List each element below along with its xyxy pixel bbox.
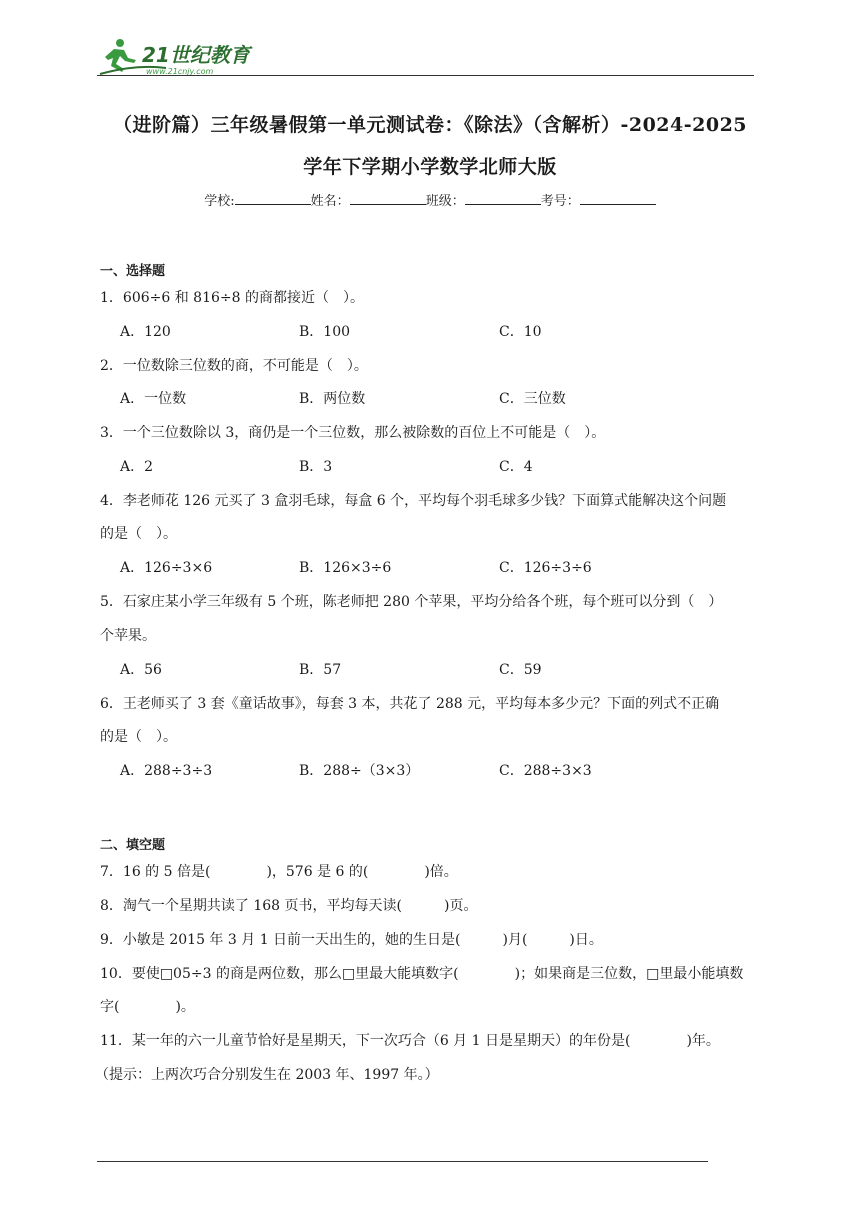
q5-option-a[interactable]: A．56 [120,662,162,678]
class-blank[interactable] [465,192,541,205]
logo-url: www.21cnjy.com [146,67,214,76]
q2-option-a[interactable]: A．一位数 [120,391,187,407]
q5-option-c[interactable]: C．59 [499,662,542,678]
question-4: 4．李老师花 126 元买了 3 盒羽毛球，每盒 6 个，平均每个羽毛球多少钱？下面算式能解决这个问题 [100,493,727,509]
student-info [0,190,860,209]
question-11: 11．某一年的六一儿童节恰好是星期天，下一次巧合（6 月 1 日是星期天）的年份是( )年。 [100,1033,720,1049]
q1-option-a[interactable]: A．120 [120,324,171,340]
page-title-line2: 学年下学期小学数学北师大版 [303,156,557,178]
class-label: 班级： [425,194,465,209]
q3-option-c[interactable]: C．4 [499,459,533,475]
question-6: 6．王老师买了 3 套《童话故事》，每套 3 本，共花了 288 元，平均每本多少元？下面的列式不正确 [100,696,720,712]
logo-text: 21世纪教育 [142,43,250,67]
name-blank[interactable] [350,192,426,205]
question-6-cont: 的是（ ）。 [100,729,177,745]
q4-option-c[interactable]: C．126÷3÷6 [499,560,592,576]
q3-option-a[interactable]: A．2 [120,459,154,475]
question-4-cont: 的是（ ）。 [100,526,177,542]
question-1: 1．606÷6 和 816÷8 的商都接近（ ）。 [100,290,364,306]
q4-option-a[interactable]: A．126÷3×6 [120,560,213,576]
footer-divider [97,1161,708,1162]
exam-no-blank[interactable] [580,192,656,205]
section-heading-choice: 一、选择题 [100,264,166,279]
q1-option-c[interactable]: C．10 [499,324,542,340]
q3-option-b[interactable]: B．3 [299,459,333,475]
school-blank[interactable] [235,192,311,205]
school-label: 学校: [204,194,235,209]
q4-option-b[interactable]: B．126×3÷6 [299,560,392,576]
question-10-cont: 字( )。 [100,999,195,1015]
question-7: 7．16 的 5 倍是( )，576 是 6 的( )倍。 [100,864,458,880]
q6-option-c[interactable]: C．288÷3×3 [499,763,592,779]
q1-option-b[interactable]: B．100 [299,324,351,340]
q5-option-b[interactable]: B．57 [299,662,342,678]
question-3: 3．一个三位数除以 3，商仍是一个三位数，那么被除数的百位上不可能是（ ）。 [100,425,606,441]
q6-option-b[interactable]: B．288÷（3×3） [299,763,420,779]
exam-no-label: 考号： [540,194,580,209]
question-2: 2．一位数除三位数的商，不可能是（ ）。 [100,358,368,374]
question-9: 9．小敏是 2015 年 3 月 1 日前一天出生的，她的生日是( )月( )日。 [100,932,603,948]
site-logo [96,36,256,78]
header-divider [97,75,754,76]
question-5: 5．石家庄某小学三年级有 5 个班，陈老师把 280 个苹果，平均分给各个班，每个班可以分到（ ） [100,594,723,610]
q2-option-c[interactable]: C．三位数 [499,391,566,407]
question-11-hint: （提示：上两次巧合分别发生在 2003 年、1997 年。） [95,1067,439,1083]
q6-option-a[interactable]: A．288÷3÷3 [120,763,213,779]
question-8: 8．淘气一个星期共读了 168 页书，平均每天读( )页。 [100,898,478,914]
page-title-line1: （进阶篇）三年级暑假第一单元测试卷：《除法》（含解析）-2024-2025 [112,114,748,136]
q2-option-b[interactable]: B．两位数 [299,391,366,407]
question-10: 10．要使□05÷3 的商是两位数，那么□里最大能填数字( )；如果商是三位数，□里最小能填数 [100,966,744,982]
name-label: 姓名： [310,194,350,209]
section-heading-fill: 二、填空题 [100,838,166,853]
question-5-cont: 个苹果。 [100,628,156,644]
